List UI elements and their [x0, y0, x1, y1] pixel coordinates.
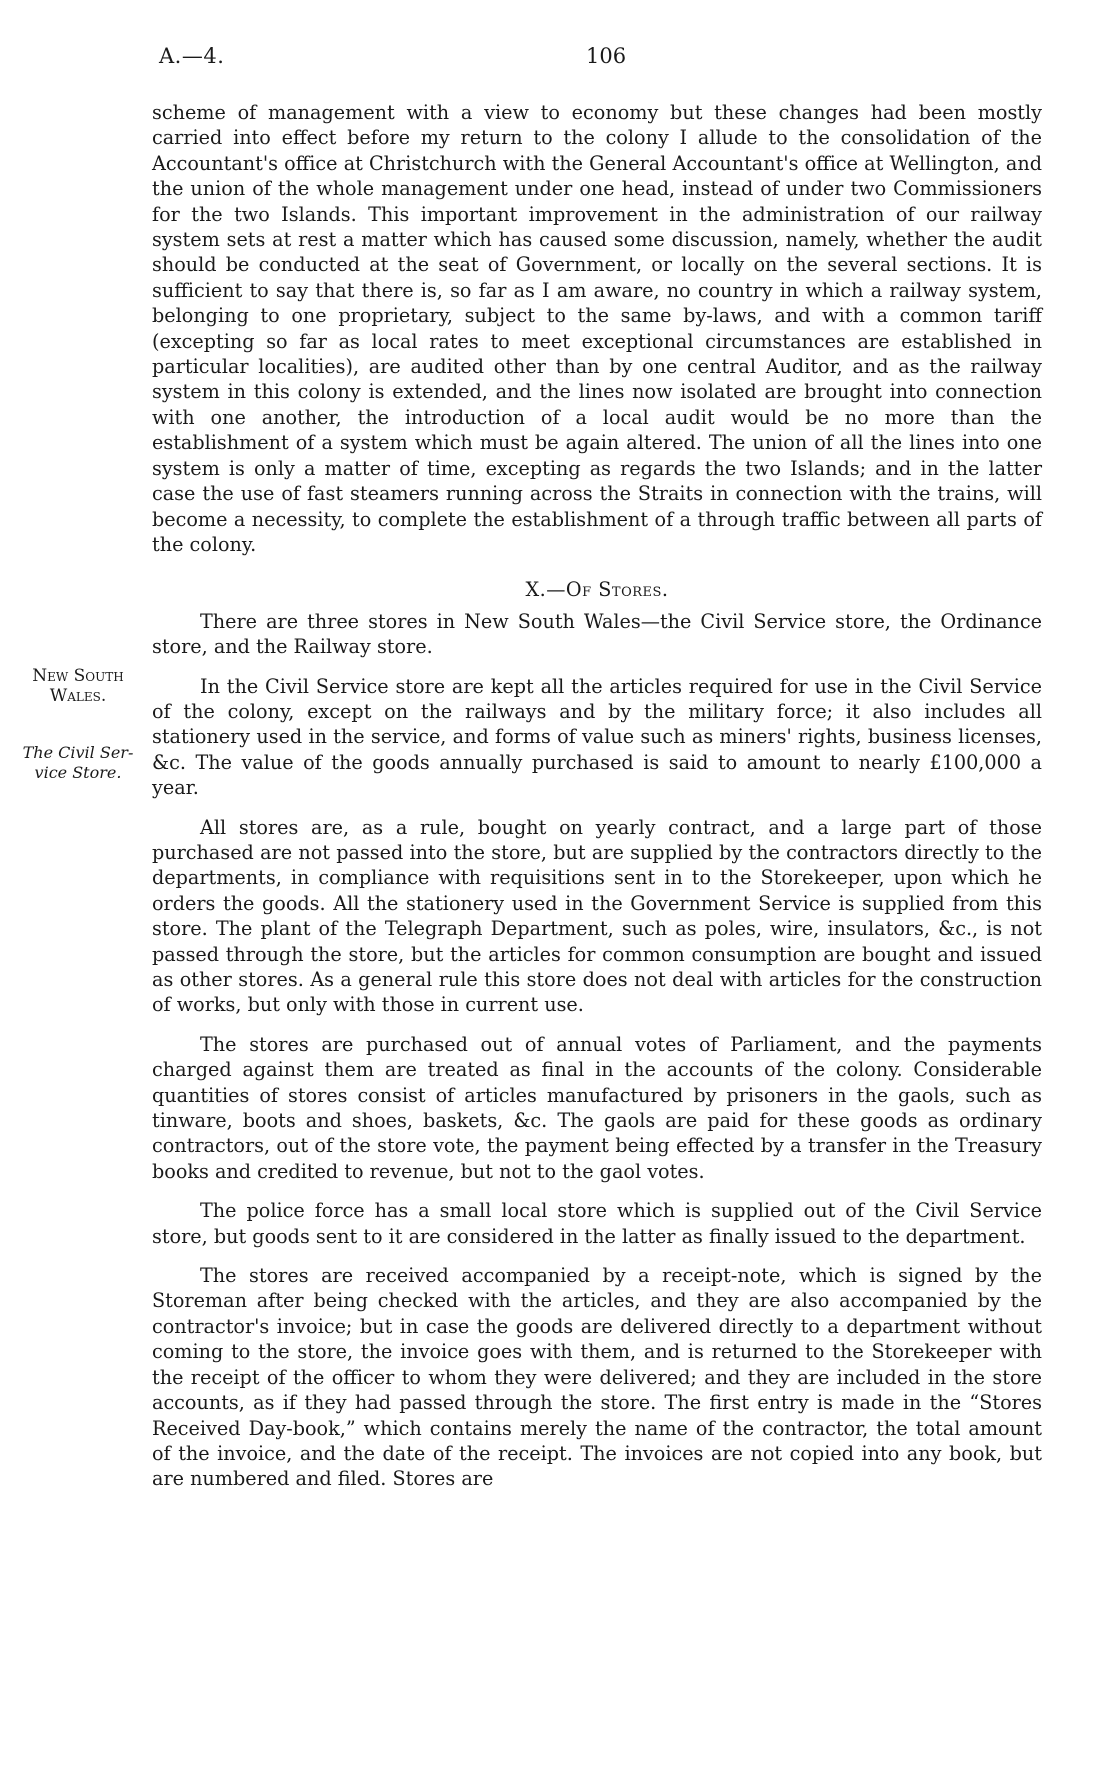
paragraph-three-stores: There are three stores in New South Wales—the Civil Service store, the Ordinance store, and the Railway store.	[152, 609, 1042, 659]
margin-note-civil-service-store	[8, 743, 148, 783]
paragraph-receipt-note: The stores are received accompanied by a receipt-note, which is signed by the Storeman after being checked with the articles, and they are also accompanied by the contractor's invoice; but in case the goods are delivered directly to a department without coming to the store, the invoice goes with them, and is returned to the Storekeeper with the receipt of the officer to whom they were delivered; and they are included in the store accounts, as if they had passed through the store. The first entry is made in the “Stores Received Day-book,” which contains merely the name of the contractor, the total amount of the invoice, and the date of the receipt. The invoices are not copied into any book, but are numbered and filed. Stores are	[152, 1264, 1042, 1491]
margin-note-new-south-wales	[8, 666, 148, 706]
document-reference: A.—4.	[159, 44, 225, 68]
paragraph-civil-service-store: In the Civil Service store are kept all the articles required for use in the Civil Service of the colony, except on the railways and by the military force; it also includes all stationery used in the service, and forms of value such as miners' rights, business licenses, &c. The value of the goods annually purchased is said to amount to nearly £100,000 a year.	[152, 674, 1042, 800]
paragraph-yearly-contract: All stores are, as a rule, bought on yearly contract, and a large part of those purchased are not passed into the store, but are supplied by the contractors directly to the departments, in compliance with requisitions sent in to the Storekeeper, upon which he orders the goods. All the stationery used in the Government Service is supplied from this store. The plant of the Telegraph Department, such as poles, wire, insulators, &c., is not passed through the store, but the articles for common consumption are bought and issued as other stores. As a general rule this store does not deal with articles for the construction of works, but only with those in current use.	[152, 815, 1042, 1017]
section-heading: X.—Of Stores.	[525, 578, 669, 602]
margin-note-line: The Civil Ser-	[22, 743, 134, 762]
paragraph-police-store: The police force has a small local store which is supplied out of the Civil Service store, but goods sent to it are considered in the latter as finally issued to the department.	[152, 1199, 1042, 1248]
body-text	[152, 100, 1042, 1492]
margin-note-line: New South	[32, 666, 124, 686]
page-number: 106	[586, 44, 627, 68]
margin-note-line: Wales.	[49, 686, 107, 706]
paragraph-annual-votes: The stores are purchased out of annual votes of Parliament, and the payments charged against them are treated as final in the accounts of the colony. Considerable quantities of stores consist of articles manufactured by prisoners in the gaols, such as tinware, boots and shoes, baskets, &c. The gaols are paid for these goods as ordinary contractors, out of the store vote, the payment being effected by a transfer in the Treasury books and credited to revenue, but not to the gaol votes.	[152, 1032, 1042, 1183]
paragraph-railway-audit: scheme of management with a view to economy but these changes had been mostly carried into effect before my return to the colony I allude to the consolidation of the Accountant's office at Christchurch with the General Accountant's office at Wellington, and the union of the whole management under one head, instead of under two Commissioners for the two Islands. This important improvement in the administration of our railway system sets at rest a matter which has caused some discussion, namely, whether the audit should be conducted at the seat of Government, or locally on the several sections. It is sufficient to say that there is, so far as I am aware, no country in which a railway system, belonging to one proprietary, subject to the same by-laws, and with a common tariff (excepting so far as local rates to meet exceptional circumstances are established in particular localities), are audited other than by one central Auditor, and as the railway system in this colony is extended, and the lines now isolated are brought into connection with one another, the introduction of a local audit would be no more than the establishment of a system which must be again altered. The union of all the lines into one system is only a matter of time, excepting as regards the two Islands; and in the latter case the use of fast steamers running across the Straits in connection with the trains, will become a necessity, to complete the establishment of a through traffic between all parts of the colony.	[152, 101, 1042, 556]
margin-note-line: vice Store.	[34, 763, 122, 782]
